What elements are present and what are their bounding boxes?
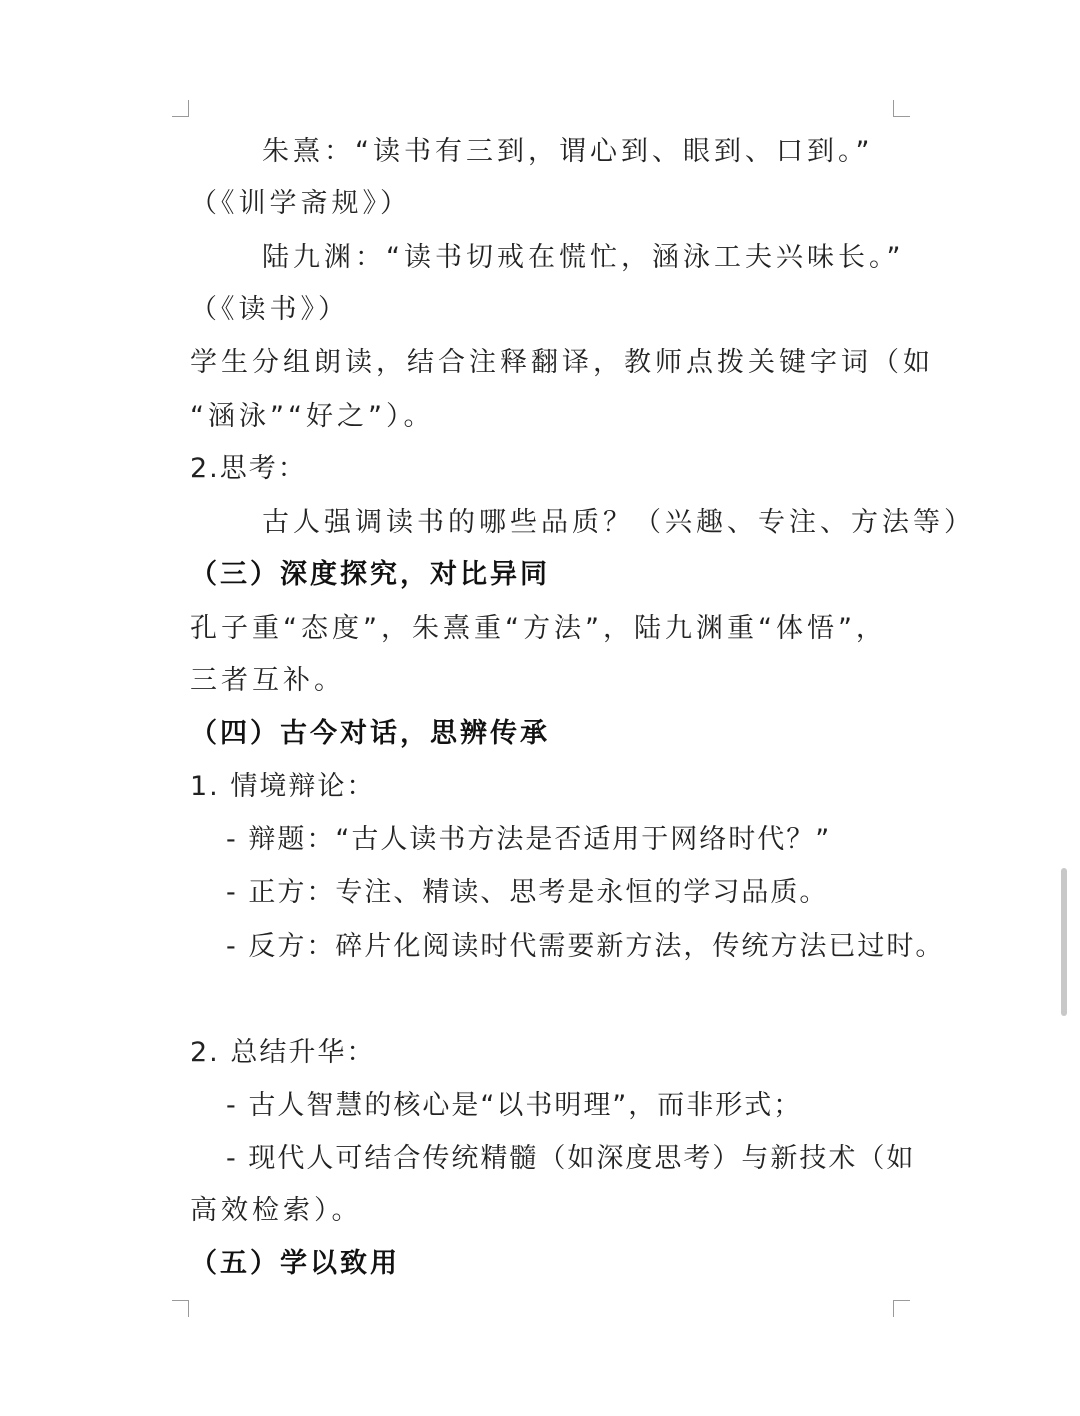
section-heading: （四）古今对话，思辨传承 [190, 718, 550, 749]
corner-mark-bottom-left [172, 1300, 189, 1317]
section-heading: （五）学以致用 [190, 1248, 400, 1279]
corner-mark-top-left [172, 100, 189, 117]
quote-zhuxi-source: （《训学斋规》） [190, 188, 411, 219]
scrollbar-thumb[interactable] [1061, 868, 1067, 1016]
body-text: 学生分组朗读，结合注释翻译，教师点拨关键字词（如 [190, 347, 934, 378]
body-text: 高效检索）。 [190, 1195, 363, 1226]
corner-mark-bottom-right [893, 1300, 910, 1317]
body-text: 三者互补。 [190, 665, 345, 696]
body-text: 孔子重“态度”，朱熹重“方法”，陆九渊重“体悟”， [190, 613, 887, 644]
list-heading: 2.思考： [190, 453, 307, 484]
corner-mark-top-right [893, 100, 910, 117]
list-heading: 2. 总结升华： [190, 1037, 376, 1068]
quote-lujiuyuan-source: （《读书》） [190, 294, 349, 325]
body-text: “涵泳”“好之”）。 [190, 401, 435, 432]
body-text: 古人强调读书的哪些品质？（兴趣、专注、方法等） [262, 507, 975, 538]
quote-lujiuyuan: 陆九渊：“读书切戒在慌忙，涵泳工夫兴味长。” [262, 242, 905, 273]
quote-zhuxi: 朱熹：“读书有三到，谓心到、眼到、口到。” [262, 136, 874, 167]
section-heading: （三）深度探究，对比异同 [190, 559, 550, 590]
list-item: - 古人智慧的核心是“以书明理”，而非形式； [226, 1090, 803, 1121]
list-item: - 正方：专注、精读、思考是永恒的学习品质。 [226, 877, 829, 908]
list-heading: 1. 情境辩论： [190, 771, 376, 802]
list-item: - 反方：碎片化阅读时代需要新方法，传统方法已过时。 [226, 931, 945, 962]
list-item: - 现代人可结合传统精髓（如深度思考）与新技术（如 [226, 1143, 916, 1174]
list-item: - 辩题：“古人读书方法是否适用于网络时代？” [226, 824, 832, 855]
